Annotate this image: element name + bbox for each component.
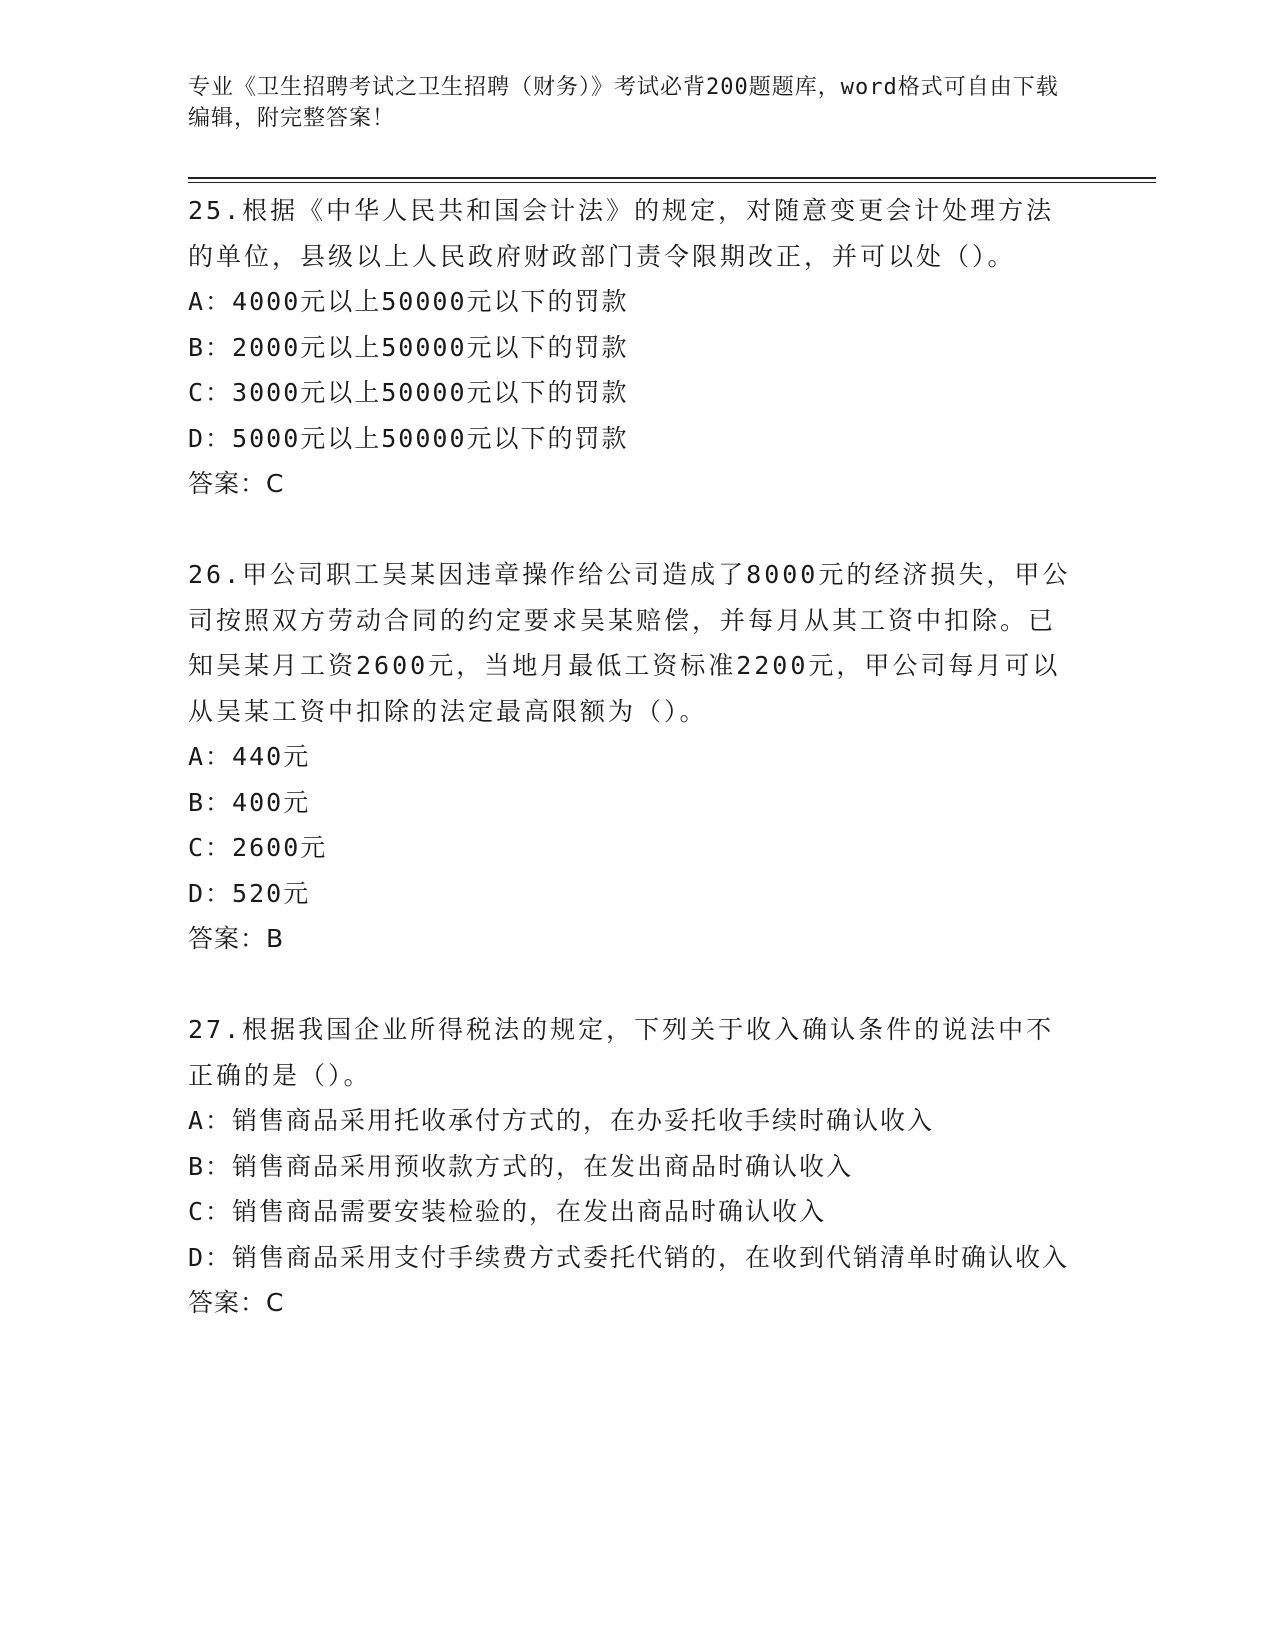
option-a: A：4000元以上50000元以下的罚款	[188, 287, 629, 316]
option-b: B：2000元以上50000元以下的罚款	[188, 332, 629, 362]
question-27	[188, 1007, 1078, 1326]
option-d: D：5000元以上50000元以下的罚款	[188, 423, 629, 453]
header-divider-thin	[188, 182, 1156, 183]
question-stem: 26.甲公司职工吴某因违章操作给公司造成了8000元的经济损失，甲公司按照双方劳动合同的约定要求吴某赔偿，并每月从其工资中扣除。已知吴某月工资2600元，当地月最低工资标准2200元，甲公司每月可以从吴某工资中扣除的法定最高限额为（）。	[188, 560, 1071, 726]
document-header: 专业《卫生招聘考试之卫生招聘（财务）》考试必背200题题库，word格式可自由下载编辑，附完整答案！	[188, 75, 1059, 131]
option-c: C：3000元以上50000元以下的罚款	[188, 378, 629, 407]
option-b: B：400元	[188, 787, 311, 817]
answer: 答案：C	[188, 1288, 285, 1317]
option-c: C：2600元	[188, 833, 328, 862]
option-a: A：销售商品采用托收承付方式的，在办妥托收手续时确认收入	[188, 1106, 935, 1135]
option-d: D：520元	[188, 878, 311, 908]
question-stem: 27.根据我国企业所得税法的规定，下列关于收入确认条件的说法中不正确的是（）。	[188, 1015, 1055, 1090]
question-stem: 25.根据《中华人民共和国会计法》的规定，对随意变更会计处理方法的单位，县级以上人民政府财政部门责令限期改正，并可以处（）。	[188, 196, 1055, 271]
question-26	[188, 552, 1078, 962]
option-b: B：销售商品采用预收款方式的，在发出商品时确认收入	[188, 1151, 854, 1181]
header-divider-thick	[188, 177, 1156, 179]
option-c: C：销售商品需要安装检验的，在发出商品时确认收入	[188, 1197, 827, 1226]
answer: 答案：C	[188, 469, 285, 498]
question-25	[188, 188, 1078, 507]
option-a: A：440元	[188, 742, 311, 771]
option-d: D：销售商品采用支付手续费方式委托代销的，在收到代销清单时确认收入	[188, 1242, 1070, 1272]
answer: 答案：B	[188, 924, 285, 953]
